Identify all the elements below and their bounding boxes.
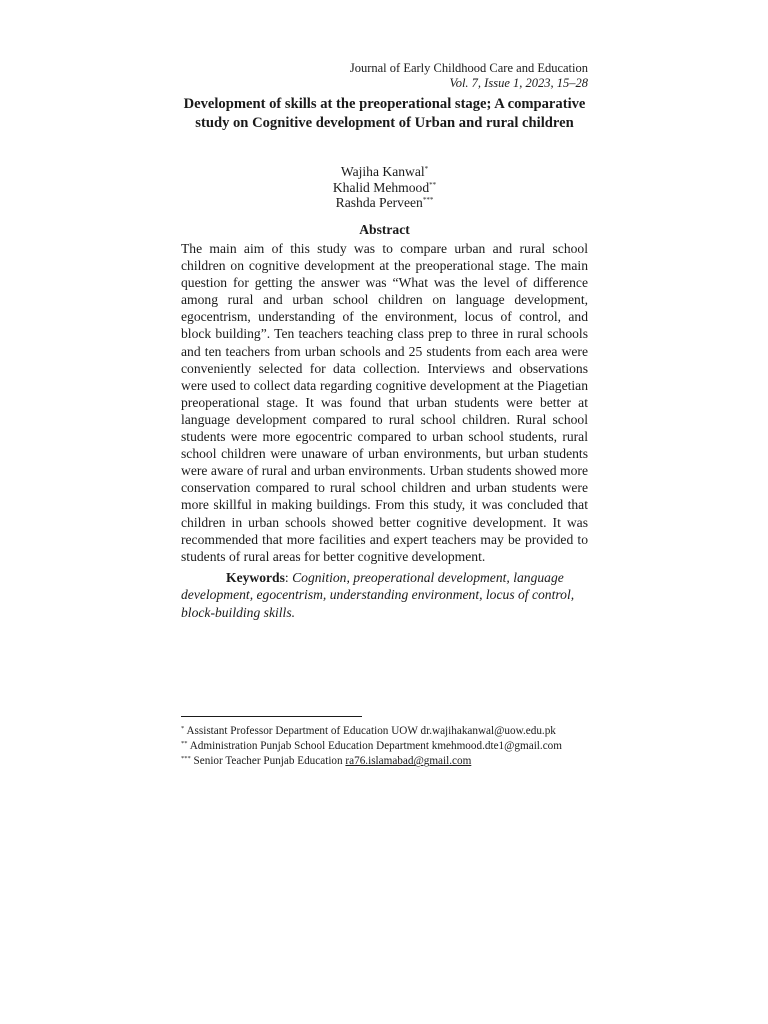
journal-name: Journal of Early Childhood Care and Education — [349, 61, 588, 75]
keywords-label: Keywords — [226, 570, 285, 585]
author-mark: *** — [422, 196, 434, 205]
footnote-divider — [181, 716, 362, 717]
keywords-text: Cognition, preoperational development, language development, egocentrism, understanding environment, locus of control, block-building skills. — [181, 570, 575, 620]
footnote — [181, 739, 588, 754]
paper-title: Development of skills at the preoperational stage; A comparative study on Cognitive development of Urban and rural children — [183, 96, 586, 131]
author-mark: * — [424, 165, 429, 173]
abstract-heading: Abstract — [359, 222, 410, 237]
footnote-mark: * — [181, 725, 185, 732]
footnote — [181, 724, 588, 739]
journal-volume: Vol. 7, Issue 1, 2023, 15–28 — [449, 76, 588, 90]
journal-header — [350, 61, 588, 91]
author-name: Wajiha Kanwal — [340, 164, 425, 179]
author — [181, 180, 588, 196]
author-name: Khalid Mehmood — [332, 179, 430, 195]
author — [181, 195, 588, 211]
footnote — [181, 754, 588, 769]
footnote-text: Administration Punjab School Education Department kmehmood.dte1@gmail.com — [189, 740, 562, 753]
author-mark: ** — [429, 180, 437, 189]
footnote-text: Assistant Professor Department of Education UOW dr.wajihakanwal@uow.edu.pk — [186, 725, 556, 737]
footnote-text: Senior Teacher Punjab Education — [193, 755, 346, 768]
footnote-mark: *** — [181, 755, 191, 763]
keywords-separator: : — [284, 570, 293, 585]
author-list — [181, 164, 588, 211]
author — [181, 164, 588, 180]
footnotes — [181, 724, 588, 770]
abstract-body: The main aim of this study was to compare urban and rural school children on cognitive development at the preoperational stage. The main question for getting the answer was “What was the level of difference among rural and urban school children on language development, egocentrism, understanding of the environment, locus of control, and block building”. Ten teachers teaching class prep to three in rural schools and ten teachers from urban schools and 25 students from each area were conveniently selected for data collection. Interviews and observations were used to collect data regarding cognitive development at the Piagetian preoperational stage. It was found that urban students were better at language development compared to rural school children. Rural school students were more egocentric compared to urban school students, rural school children were unaware of urban environments, but urban students were aware of rural and urban environments. Urban students showed more conservation compared to rural school children and urban students were more skillful in making buildings. From this study, it was concluded that children in urban schools showed better cognitive development. It was recommended that more facilities and expert teachers may be provided to students of rural areas for better cognitive development. — [181, 241, 588, 564]
email-link[interactable]: ra76.islamabad@gmail.com — [345, 755, 472, 768]
footnote-mark: ** — [181, 740, 188, 748]
author-name: Rashda Perveen — [335, 195, 423, 211]
keywords-section — [181, 569, 588, 621]
